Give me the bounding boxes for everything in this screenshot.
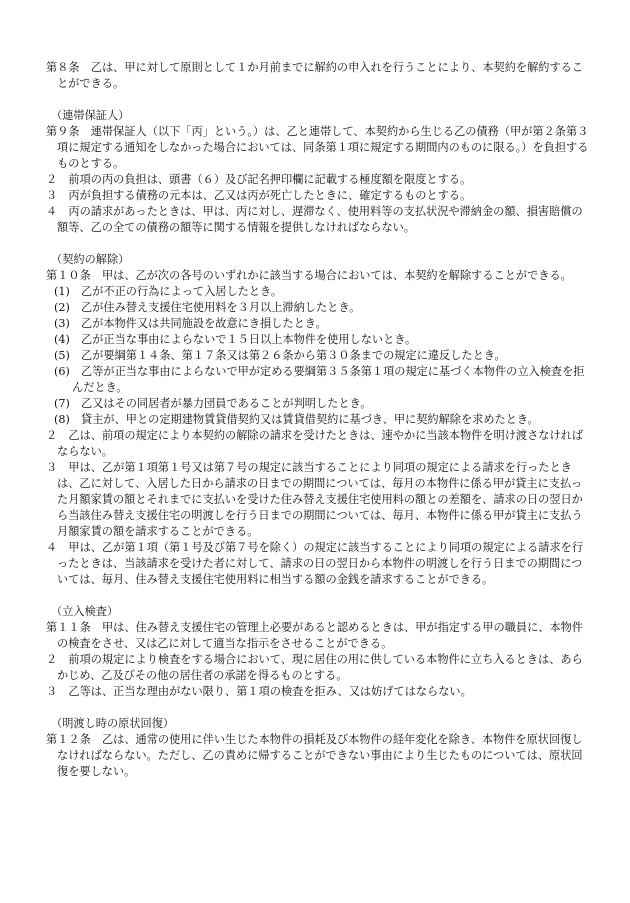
spacer [46, 236, 590, 252]
article-11-heading: （立入検査） [51, 605, 119, 618]
spacer [46, 700, 590, 716]
article-8: 第８条 乙は、甲に対して原則として１か月前までに解約の申入れを行うことにより、本契約を解約することができる。 [46, 61, 584, 90]
article-10-main: 第１０条 甲は、乙が次の各号のいずれかに該当する場合においては、本契約を解除することができる。 [46, 269, 572, 282]
article-10-heading: （契約の解除） [51, 253, 130, 266]
spacer [46, 92, 590, 108]
article-10-item-3: (3) 乙が本物件又は共同施設を故意にき損したとき。 [54, 317, 327, 330]
article-10-item-1: (1) 乙が不正の行為によって入居したとき。 [54, 285, 282, 298]
article-9-paragraph-3: ３ 丙が負担する債務の元本は、乙又は丙が死亡したときに、確定するものとする。 [46, 189, 472, 202]
article-10-paragraph-2: ２ 乙は、前項の規定により本契約の解除の請求を受けたときは、速やかに当該本物件を明け渡さなければならない。 [46, 429, 584, 458]
article-12-heading: （明渡し時の原状回復） [51, 717, 175, 730]
article-11-paragraph-2: ２ 前項の規定により検査をする場合において、現に居住の用に供している本物件に立ち入るときは、あらかじめ、乙及びその他の居住者の承諾を得るものとする。 [46, 653, 583, 682]
article-10-item-6: (6) 乙等が正当な事由によらないで甲が定める要綱第３５条第１項の規定に基づく本物件の立入検査を拒んだとき。 [54, 365, 585, 394]
article-11-paragraph-3: ３ 乙等は、正当な理由がない限り、第１項の検査を拒み、又は妨げてはならない。 [46, 685, 472, 698]
spacer [46, 588, 590, 604]
article-10-item-8: (8) 貸主が、甲との定期建物賃貸借契約又は賃貸借契約に基づき、甲に契約解除を求めたとき。 [54, 413, 539, 426]
article-12-main: 第１２条 乙は、通常の使用に伴い生じた本物件の損耗及び本物件の経年変化を除き、本物件を原状回復しなければならない。ただし、乙の責めに帰することができない事由により生じたものについては、原状回復を要しない。 [46, 733, 583, 778]
article-10-item-5: (5) 乙が要綱第１４条、第１７条又は第２６条から第３０条までの規定に違反したとき。 [54, 349, 506, 362]
article-9-paragraph-2: ２ 前項の丙の負担は、頭書（６）及び記名押印欄に記載する極度額を限度とする。 [46, 173, 472, 186]
article-10-paragraph-4: ４ 甲は、乙が第１項（第１号及び第７号を除く）の規定に該当することにより同項の規定による請求を行ったときは、当該請求を受けた者に対して、請求の日の翌日から本物件の明渡しを行う日までの期間については、毎月、住み替え支援住宅使用料に相当する額の金銭を請求することができる。 [46, 541, 584, 586]
article-11-main: 第１１条 甲は、住み替え支援住宅の管理上必要があると認めるときは、甲が指定する甲の職員に、本物件の検査をさせ、又は乙に対して適当な指示をさせることができる。 [46, 621, 584, 650]
article-10-item-4: (4) 乙が正当な事由によらないで１５日以上本物件を使用しないとき。 [54, 333, 417, 346]
article-9-main: 第９条 連帯保証人（以下「丙」という。）は、乙と連帯して、本契約から生じる乙の債務（甲が第２条第３項に規定する通知をしなかった場合においては、同条第１項に規定する期間内のものに限る。）を負担するものとする。 [46, 125, 589, 170]
article-9-paragraph-4: ４ 丙の請求があったときは、甲は、丙に対し、遅滞なく、使用料等の支払状況や滞納金の額、損害賠償の額等、乙の全ての債務の額等に関する情報を提供しなければならない。 [46, 205, 583, 234]
article-10-paragraph-3: ３ 甲は、乙が第１項第１号又は第７号の規定に該当することにより同項の規定による請求を行ったときは、乙に対して、入居した日から請求の日までの期間については、毎月の本物件に係る甲が貸主に支払った月額家賃の額とそれまでに支払いを受けた住み替え支援住宅使用料の額との差額を、請求の日の翌日から当該住み替え支援住宅の明渡しを行う日までの期間については、毎月、本物件に係る甲が貸主に支払う月額家賃の額を請求することができる。 [46, 461, 583, 538]
article-9-heading: （連帯保証人） [51, 109, 130, 122]
article-10-item-7: (7) 乙又はその同居者が暴力団員であることが判明したとき。 [54, 397, 372, 410]
article-10-item-2: (2) 乙が住み替え支援住宅使用料を３月以上滞納したとき。 [54, 301, 361, 314]
